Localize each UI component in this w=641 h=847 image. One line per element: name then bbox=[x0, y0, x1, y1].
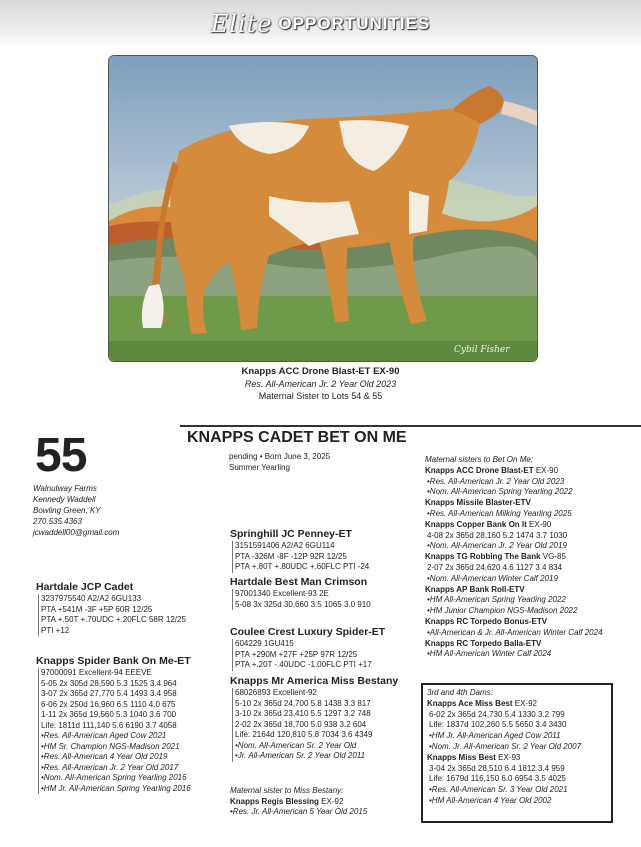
sire-dam-details bbox=[232, 589, 415, 610]
maternal-sister-label: Maternal sister to Miss Bestany: bbox=[230, 786, 344, 795]
sister-entry bbox=[425, 466, 637, 498]
status-block bbox=[229, 452, 330, 473]
dam-line: 1-11 2x 365d 19,560 5.3 1040 3.6 700 bbox=[41, 710, 177, 719]
sister-line: 2-07 2x 365d 24,620 4.6 1127 3.4 834 bbox=[427, 562, 563, 572]
dam-dam-line: 2-02 2x 365d 18,700 5.0 938 3.2 604 bbox=[235, 719, 367, 729]
sire-details bbox=[38, 594, 211, 636]
sire-block bbox=[36, 581, 211, 636]
sister-name: Knapps RC Torpedo Balla-ETV bbox=[425, 638, 542, 648]
sire-dam-name: Hartdale Best Man Crimson bbox=[230, 576, 368, 588]
dam-sire-line: 604229 1GU415 bbox=[235, 639, 294, 648]
maternal-sister-name: Knapps Regis Blessing bbox=[230, 796, 319, 806]
dam-sire-name: Coulee Crest Luxury Spider-ET bbox=[230, 626, 386, 638]
dam-dam-line: 5-10 2x 365d 24,700 5.8 1438 3.3 817 bbox=[235, 698, 371, 708]
sister-name: Knapps Missile Blaster-ETV bbox=[425, 498, 531, 508]
dam-line: 5-05 2x 305d 28,590 5.3 1525 3.4 964 bbox=[41, 678, 177, 688]
sister-line: •Nom. All-American Spring Yearling 2022 bbox=[427, 487, 573, 497]
consignor-email: jcwaddell00@gmail.com bbox=[33, 528, 120, 537]
dam-award: •Res. All-American Aged Cow 2021 bbox=[41, 731, 167, 740]
sister-line: •HM All-American Spring Yearling 2022 bbox=[427, 595, 566, 605]
sister-name: Knapps ACC Drone Blast-ET bbox=[425, 465, 534, 475]
sisters-block bbox=[425, 455, 637, 660]
sister-name: Knapps AP Bank Roll-ETV bbox=[425, 584, 525, 594]
dam-line: 6-06 2x 250d 16,960 6.5 1110 4.0 675 bbox=[41, 699, 176, 709]
sister-line: •Res. All-American Milking Yearling 2025 bbox=[427, 508, 572, 518]
divider-rule bbox=[180, 425, 641, 427]
third-fourth-dams-box bbox=[421, 683, 613, 823]
dam-award: •Res. All-American 4 Year Old 2019 bbox=[41, 752, 168, 761]
dam-name: Knapps Spider Bank On Me-ET bbox=[36, 655, 191, 667]
caption-award: Res. All-American Jr. 2 Year Old 2023 bbox=[244, 379, 397, 389]
sister-name: Knapps Copper Bank On It bbox=[425, 519, 527, 529]
sire-line: 3237975540 A2/A2 6GU133 bbox=[41, 594, 142, 603]
logo-script: Elite bbox=[210, 10, 273, 38]
caption-note: Maternal Sister to Lots 54 & 55 bbox=[258, 391, 383, 401]
dams-score: EX-93 bbox=[498, 752, 521, 762]
sire-line: PTA +.50T +.70UDC +.20FLC 58R 12/25 bbox=[41, 615, 186, 624]
consignor-location: Bowling Green, KY bbox=[33, 506, 101, 515]
sister-line: 4-08 2x 365d 28,160 5.2 1474 3.7 1030 bbox=[427, 530, 568, 540]
sire-line: PTI +12 bbox=[41, 625, 70, 635]
consignor-block bbox=[33, 483, 119, 538]
sire-dam-line: 97001340 Excellent-93 2E bbox=[235, 589, 329, 598]
sister-entry bbox=[425, 585, 637, 617]
sister-entry bbox=[425, 498, 637, 520]
sire-sire-line: PTA +.80T +.80UDC +.60FLC PTI -24 bbox=[235, 562, 370, 571]
photo-caption bbox=[0, 366, 641, 402]
maternal-sister-block bbox=[230, 786, 420, 818]
dams-line: 6-02 2x 365d 24,730 5.4 1330 3.2 799 bbox=[429, 709, 565, 719]
sire-sire-block bbox=[230, 528, 415, 573]
dam-line: 3-07 2x 365d 27,770 5.4 1493 3.4 958 bbox=[41, 689, 177, 698]
consignor-farm: Walnutway Farms bbox=[33, 484, 97, 493]
lot-number: 55 bbox=[35, 429, 87, 482]
sister-score: EX-90 bbox=[529, 519, 552, 529]
status-line-1: pending • Born June 3, 2025 bbox=[229, 452, 331, 461]
dams-line: •HM Jr. All-American Aged Cow 2011 bbox=[429, 731, 561, 741]
lot-title: KNAPPS CADET BET ON ME bbox=[187, 429, 407, 446]
sire-sire-line: 3151591406 A2/A2 6GU114 bbox=[235, 541, 335, 550]
maternal-sister-award: •Res. Jr. All-American 5 Year Old 2015 bbox=[230, 807, 368, 816]
dams-line: 3-04 2x 365d 28,510 6.4 1812 3.4 959 bbox=[429, 763, 565, 773]
dam-sire-line: PTA +.20T -.40UDC -1.00FLC PTI +17 bbox=[235, 660, 372, 669]
dams-entry bbox=[427, 699, 607, 753]
sister-score: VG-85 bbox=[542, 552, 566, 562]
sister-entry bbox=[425, 520, 637, 552]
sister-line: •Nom. All-American Jr. 2 Year Old 2019 bbox=[427, 541, 567, 551]
dam-dam-line: 68026893 Excellent-92 bbox=[235, 688, 317, 697]
sister-line: •HM Junior Champion NGS-Madison 2022 bbox=[427, 606, 578, 616]
dam-line: Life: 1811d 111,140 5.6 6190 3.7 4058 bbox=[41, 720, 177, 730]
sister-line: •All-American & Jr. All-American Winter Calf 2024 bbox=[427, 627, 603, 637]
sister-line: •Res. All-American Jr. 2 Year Old 2023 bbox=[427, 476, 565, 486]
dam-dam-award: •Nom. All-American Sr. 2 Year Old bbox=[235, 740, 357, 750]
dam-details bbox=[38, 668, 226, 794]
sister-entry bbox=[425, 639, 637, 661]
photographer-watermark: Cybil Fisher bbox=[454, 345, 510, 355]
consignor-phone: 270.535.4363 bbox=[33, 517, 82, 526]
sister-name: Knapps RC Torpedo Bonus-ETV bbox=[425, 616, 548, 626]
sire-line: PTA +541M -3F +5P 60R 12/25 bbox=[41, 604, 153, 614]
dam-block bbox=[36, 655, 226, 794]
dam-dam-award: •Jr. All-American Sr. 2 Year Old 2011 bbox=[235, 751, 366, 760]
logo-caps: OPPORTUNITIES bbox=[278, 14, 431, 33]
dam-award: •Res. All-American Jr. 2 Year Old 2017 bbox=[41, 762, 179, 772]
dam-sire-details bbox=[232, 639, 420, 671]
maternal-sister-score: EX-92 bbox=[321, 796, 344, 806]
dams-line: Life: 1837d 102,260 5.5 5650 3.4 3430 bbox=[429, 720, 567, 730]
sister-name: Knapps TG Robbing The Bank bbox=[425, 552, 541, 562]
dams-name: Knapps Ace Miss Best bbox=[427, 698, 513, 708]
dam-award: •Nom. All-American Spring Yearling 2016 bbox=[41, 773, 187, 782]
dams-score: EX-92 bbox=[514, 698, 537, 708]
dam-dam-block bbox=[230, 675, 420, 762]
dam-award: •HM Sr. Champion NGS-Madison 2021 bbox=[41, 741, 180, 751]
dam-dam-name: Knapps Mr America Miss Bestany bbox=[230, 675, 399, 687]
sister-score: EX-90 bbox=[535, 465, 559, 475]
dam-dam-line: Life: 2164d 120,810 5.8 7034 3.6 4349 bbox=[235, 730, 373, 739]
dams-line: •Nom. Jr. All-American Sr. 2 Year Old 2007 bbox=[429, 741, 582, 751]
sister-line: •HM All-American Winter Calf 2024 bbox=[427, 649, 552, 659]
cow-illustration bbox=[109, 56, 537, 361]
cow-photo bbox=[108, 55, 538, 362]
dam-sire-line: PTA +290M +27F +25P 97R 12/25 bbox=[235, 649, 358, 659]
dam-line: 97000091 Excellent-94 EEEVE bbox=[41, 668, 152, 677]
sire-sire-details bbox=[232, 541, 415, 573]
dams-heading: 3rd and 4th Dams: bbox=[427, 688, 493, 697]
dam-award: •HM Jr. All-American Spring Yearling 2016 bbox=[41, 783, 191, 793]
caption-name: Knapps ACC Drone Blast-ET EX-90 bbox=[241, 366, 400, 377]
sister-entry bbox=[425, 617, 637, 639]
sister-entry bbox=[425, 552, 637, 584]
sire-name: Hartdale JCP Cadet bbox=[36, 581, 134, 593]
consignor-contact: Kennedy Waddell bbox=[33, 495, 96, 504]
status-line-2: Summer Yearling bbox=[229, 462, 290, 472]
dams-line: •HM All-American 4 Year Old 2002 bbox=[429, 795, 552, 805]
dam-sire-block bbox=[230, 626, 420, 671]
sire-dam-line: 5-08 3x 325d 30,660 3.5 1065 3.0 910 bbox=[235, 599, 371, 609]
dams-box-content bbox=[423, 685, 611, 810]
dam-dam-line: 3-10 2x 365d 23,410 5.5 1297 3.2 748 bbox=[235, 709, 371, 718]
sire-sire-name: Springhill JC Penney-ET bbox=[230, 528, 352, 540]
sister-line: •Nom. All-American Winter Calf 2019 bbox=[427, 573, 558, 583]
dams-name: Knapps Miss Best bbox=[427, 752, 496, 762]
sisters-heading: Maternal sisters to Bet On Me: bbox=[425, 455, 534, 464]
dams-line: Life: 1679d 116,150 6.0 6954 3.5 4025 bbox=[429, 774, 566, 784]
elite-opportunities-logo bbox=[0, 10, 641, 38]
sire-dam-block bbox=[230, 576, 415, 610]
dam-dam-details bbox=[232, 688, 420, 762]
dams-line: •Res. All-American Sr. 3 Year Old 2021 bbox=[429, 785, 568, 795]
dams-entry bbox=[427, 753, 607, 807]
sire-sire-line: PTA -326M -8F -12P 92R 12/25 bbox=[235, 551, 347, 561]
